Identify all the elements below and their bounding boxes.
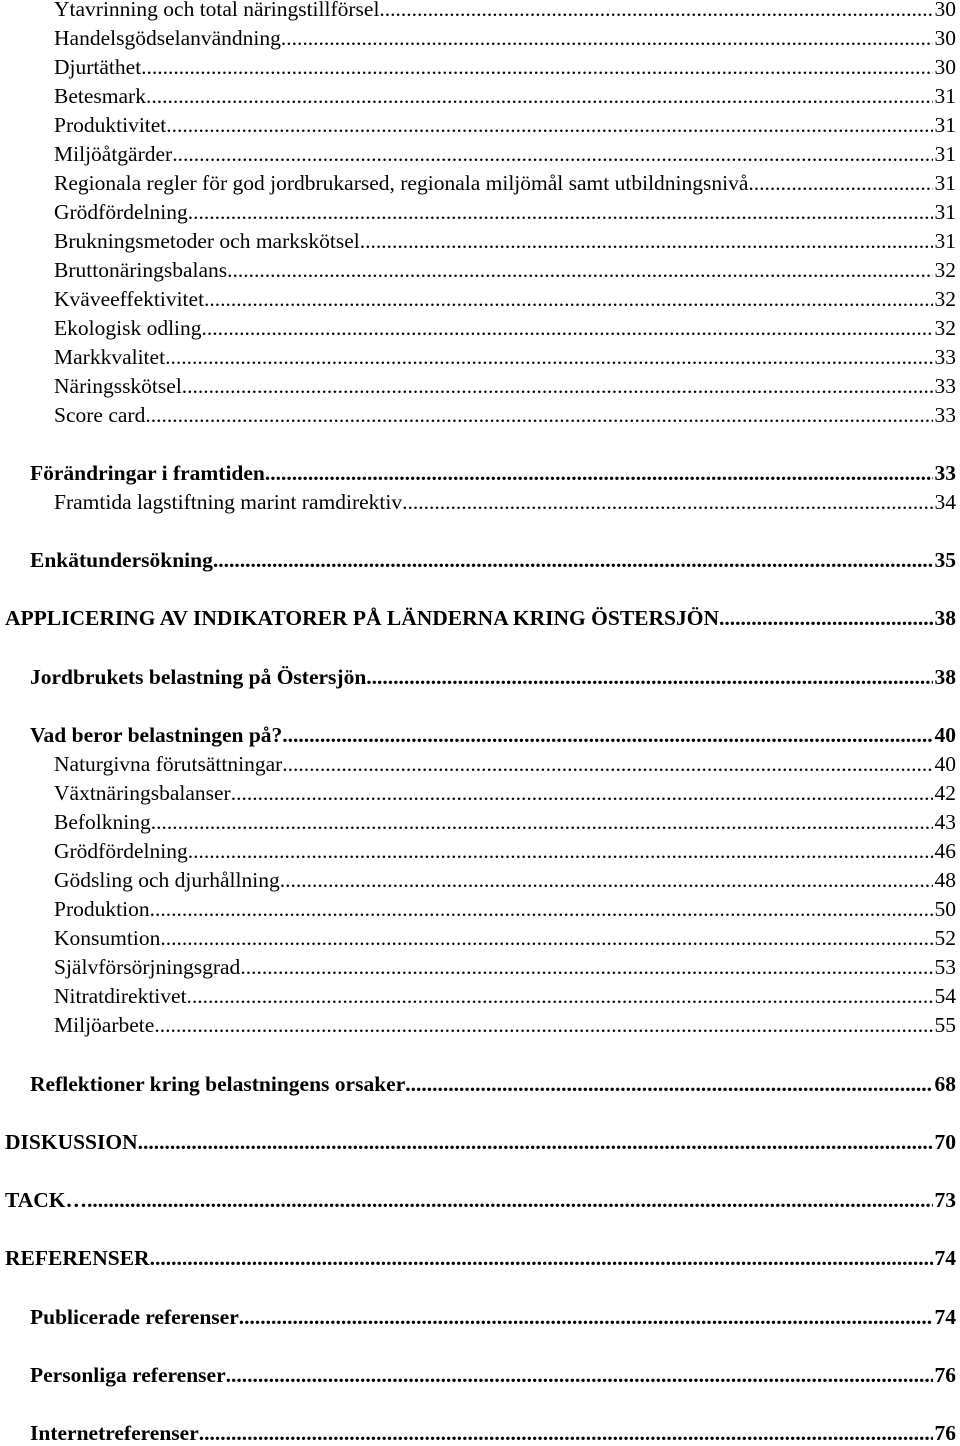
toc-dot-leader	[282, 725, 932, 749]
toc-dot-leader	[182, 376, 933, 400]
toc-entry-page-number: 30	[934, 25, 956, 50]
toc-entry[interactable]	[54, 1012, 960, 1038]
toc-entry[interactable]	[54, 867, 960, 893]
toc-entry-title: Gödsling och djurhållning	[54, 867, 280, 892]
toc-dot-leader	[366, 667, 932, 691]
toc-entry[interactable]	[5, 1245, 960, 1271]
toc-dot-leader	[154, 1015, 932, 1039]
toc-entry[interactable]	[30, 1071, 960, 1097]
toc-dot-leader	[240, 957, 932, 981]
toc-entry[interactable]	[54, 83, 960, 109]
toc-entry-title: Kväveeffektivitet	[54, 286, 205, 311]
toc-dot-leader	[172, 144, 932, 168]
toc-entry-title: TACK…	[5, 1187, 88, 1212]
toc-entry-title: Konsumtion	[54, 925, 161, 950]
toc-entry-page-number: 32	[934, 286, 956, 311]
toc-dot-leader	[199, 1423, 933, 1446]
toc-entry-page-number: 33	[934, 344, 956, 369]
toc-entry-page-number: 30	[934, 54, 956, 79]
toc-dot-leader	[145, 405, 932, 429]
toc-entry-title: Naturgivna förutsättningar	[54, 751, 283, 776]
toc-entry[interactable]	[54, 315, 960, 341]
toc-dot-leader	[165, 347, 932, 371]
toc-entry[interactable]	[54, 199, 960, 225]
toc-dot-leader	[150, 899, 933, 923]
toc-entry-page-number: 31	[934, 83, 956, 108]
toc-entry-title: DISKUSSION	[5, 1129, 138, 1154]
toc-dot-leader	[213, 550, 933, 574]
toc-entry-page-number: 52	[934, 925, 956, 950]
toc-entry-page-number: 73	[934, 1187, 956, 1212]
toc-dot-leader	[202, 318, 933, 342]
toc-entry-title: APPLICERING AV INDIKATORER PÅ LÄNDERNA KRING ÖSTERSJÖN	[5, 605, 720, 630]
toc-dot-leader	[188, 841, 933, 865]
toc-entry-page-number: 31	[934, 141, 956, 166]
toc-entry-title: Nitratdirektivet	[54, 983, 187, 1008]
toc-entry-title: Näringsskötsel	[54, 373, 182, 398]
toc-dot-leader	[231, 783, 933, 807]
toc-entry[interactable]	[54, 925, 960, 951]
toc-entry-page-number: 46	[934, 838, 956, 863]
toc-dot-leader	[265, 463, 933, 487]
toc-entry-page-number: 30	[934, 0, 956, 21]
toc-dot-leader	[280, 870, 933, 894]
toc-dot-leader	[204, 289, 932, 313]
toc-entry-title: Djurtäthet	[54, 54, 142, 79]
toc-entry-page-number: 33	[934, 402, 956, 427]
toc-entry[interactable]	[54, 896, 960, 922]
toc-entry-title: Vad beror belastningen på?	[30, 722, 283, 747]
toc-entry-page-number: 43	[934, 809, 956, 834]
toc-dot-leader	[379, 0, 932, 22]
toc-dot-leader	[360, 231, 933, 255]
toc-entry[interactable]	[54, 257, 960, 283]
toc-entry-page-number: 33	[934, 373, 956, 398]
toc-dot-leader	[146, 86, 933, 110]
toc-entry-title: Handelsgödselanvändning	[54, 25, 281, 50]
toc-entry-title: Ytavrinning och total näringstillförsel	[54, 0, 380, 21]
toc-entry[interactable]	[54, 954, 960, 980]
toc-dot-leader	[188, 202, 933, 226]
toc-entry[interactable]	[54, 0, 960, 22]
toc-entry[interactable]	[54, 780, 960, 806]
toc-dot-leader	[282, 754, 932, 778]
toc-dot-leader	[138, 1132, 933, 1156]
toc-entry[interactable]	[30, 1304, 960, 1330]
toc-entry[interactable]	[54, 344, 960, 370]
toc-dot-leader	[227, 260, 932, 284]
toc-entry[interactable]	[54, 838, 960, 864]
toc-entry[interactable]	[5, 1187, 960, 1213]
toc-entry[interactable]	[54, 373, 960, 399]
toc-entry-title: Brukningsmetoder och markskötsel	[54, 228, 360, 253]
toc-entry[interactable]	[54, 286, 960, 312]
toc-dot-leader	[719, 608, 932, 632]
toc-entry-title: Grödfördelning	[54, 838, 188, 863]
toc-entry-title: Regionala regler för god jordbrukarsed, regionala miljömål samt utbildningsnivå	[54, 170, 749, 195]
toc-entry-title: Internetreferenser	[30, 1420, 199, 1445]
toc-entry[interactable]	[54, 489, 960, 515]
toc-entry-page-number: 32	[934, 315, 956, 340]
toc-dot-leader	[226, 1365, 933, 1389]
toc-entry[interactable]	[54, 54, 960, 80]
toc-entry-title: Befolkning	[54, 809, 151, 834]
toc-entry-title: REFERENSER	[5, 1245, 150, 1270]
toc-entry-page-number: 31	[934, 170, 956, 195]
toc-dot-leader	[402, 492, 932, 516]
toc-entry-title: Framtida lagstiftning marint ramdirektiv	[54, 489, 403, 514]
toc-entry-page-number: 40	[934, 751, 956, 776]
toc-entry-title: Enkätundersökning	[30, 547, 213, 572]
toc-entry-title: Miljöåtgärder	[54, 141, 173, 166]
toc-entry-title: Markkvalitet	[54, 344, 166, 369]
toc-dot-leader	[187, 986, 933, 1010]
toc-entry-title: Självförsörjningsgrad	[54, 954, 241, 979]
toc-entry-page-number: 70	[934, 1129, 956, 1154]
toc-entry-page-number: 55	[934, 1012, 956, 1037]
toc-entry-title: Ekologisk odling	[54, 315, 202, 340]
toc-entry-page-number: 48	[934, 867, 956, 892]
toc-entry-title: Växtnäringsbalanser	[54, 780, 231, 805]
toc-entry-page-number: 76	[934, 1420, 956, 1445]
toc-entry-page-number: 34	[934, 489, 956, 514]
toc-entry[interactable]	[54, 25, 960, 51]
toc-entry-page-number: 53	[934, 954, 956, 979]
toc-entry[interactable]	[54, 402, 960, 428]
toc-entry-page-number: 31	[934, 112, 956, 137]
toc-entry[interactable]	[54, 141, 960, 167]
toc-entry[interactable]	[30, 1362, 960, 1388]
toc-entry[interactable]	[54, 809, 960, 835]
toc-entry-page-number: 31	[934, 199, 956, 224]
toc-entry-page-number: 31	[934, 228, 956, 253]
toc-entry[interactable]	[30, 664, 960, 690]
toc-dot-leader	[405, 1074, 932, 1098]
toc-entry-title: Produktivitet	[54, 112, 167, 137]
toc-dot-leader	[160, 928, 932, 952]
toc-dot-leader	[141, 57, 932, 81]
toc-entry[interactable]	[54, 228, 960, 254]
toc-entry-page-number: 76	[934, 1362, 956, 1387]
toc-entry-page-number: 54	[934, 983, 956, 1008]
toc-entry[interactable]	[30, 1420, 960, 1446]
toc-entry-page-number: 42	[934, 780, 956, 805]
toc-entry-title: Score card	[54, 402, 146, 427]
toc-dot-leader	[239, 1307, 933, 1331]
toc-entry[interactable]	[30, 547, 960, 573]
toc-entry-title: Miljöarbete	[54, 1012, 155, 1037]
toc-entry-page-number: 35	[934, 547, 956, 572]
toc-entry-page-number: 38	[934, 664, 956, 689]
toc-entry-title: Grödfördelning	[54, 199, 188, 224]
toc-entry[interactable]	[30, 722, 960, 748]
toc-entry-title: Betesmark	[54, 83, 146, 108]
toc-entry[interactable]	[54, 112, 960, 138]
toc-dot-leader	[150, 1248, 933, 1272]
toc-entry-title: Reflektioner kring belastningens orsaker	[30, 1071, 406, 1096]
toc-entry-page-number: 38	[934, 605, 956, 630]
toc-entry[interactable]	[30, 460, 960, 486]
toc-entry-page-number: 40	[934, 722, 956, 747]
toc-dot-leader	[166, 115, 932, 139]
toc-entry-title: Publicerade referenser	[30, 1304, 239, 1329]
toc-entry-page-number: 33	[934, 460, 956, 485]
toc-entry[interactable]	[5, 1129, 960, 1155]
toc-entry[interactable]	[5, 605, 960, 631]
toc-entry-page-number: 74	[934, 1245, 956, 1270]
toc-dot-leader	[281, 28, 933, 52]
toc-entry-page-number: 74	[934, 1304, 956, 1329]
toc-entry-title: Produktion	[54, 896, 150, 921]
toc-entry-title: Jordbrukets belastning på Östersjön	[30, 664, 367, 689]
toc-entry-page-number: 32	[934, 257, 956, 282]
toc-entry-title: Förändringar i framtiden	[30, 460, 265, 485]
toc-entry[interactable]	[54, 751, 960, 777]
toc-dot-leader	[87, 1190, 932, 1214]
toc-entry[interactable]	[54, 170, 960, 196]
toc-entry-title: Personliga referenser	[30, 1362, 226, 1387]
toc-entry-page-number: 50	[934, 896, 956, 921]
toc-entry[interactable]	[54, 983, 960, 1009]
toc-entry-title: Bruttonäringsbalans	[54, 257, 228, 282]
toc-entry-page-number: 68	[934, 1071, 956, 1096]
toc-dot-leader	[748, 173, 932, 197]
toc-dot-leader	[151, 812, 933, 836]
